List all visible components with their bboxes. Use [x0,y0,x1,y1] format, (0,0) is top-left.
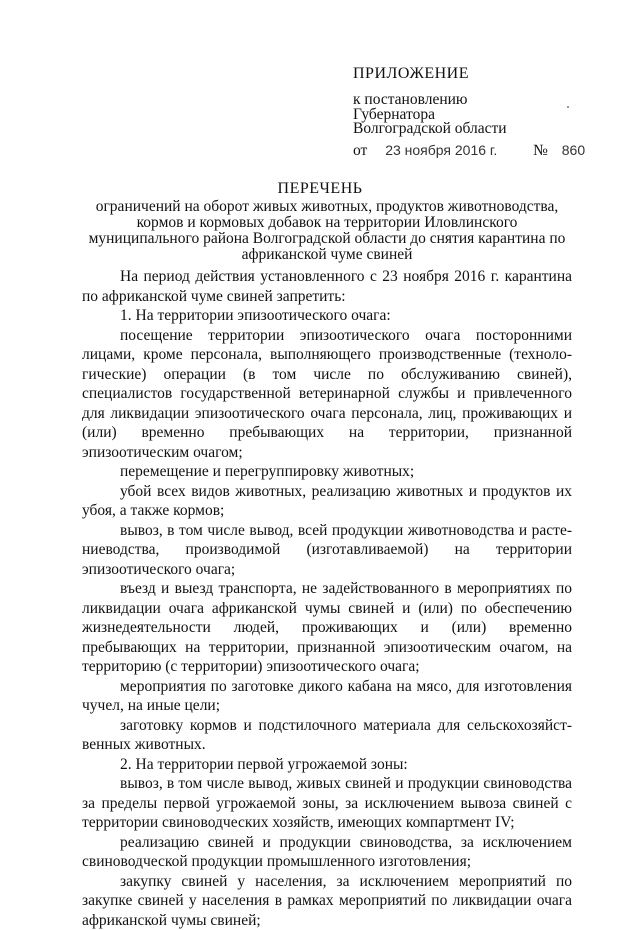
section-heading-2: 2. На территории первой угрожаемой зоны: [82,755,572,775]
appendix-title: ПРИЛОЖЕНИЕ [353,65,469,83]
paragraph: закупку свиней у населения, за исключением мероприятий по закупке свиней у населения в рамках мероприятий по ликвидации очага африканской чумы свиней; [82,872,572,930]
document-subtitle: ограничений на оборот живых животных, продуктов животноводства, кормов и кормовых добавок на территории Иловлинского муниципального района Волгоградской области до снятия карантина по африканской чуме свиней [82,199,572,263]
paragraph: реализацию свиней и продукции свиноводства, за исключением свиноводческой продукции промышленного изготовления; [82,833,572,872]
paragraph: въезд и выезд транспорта, не задействованного в мероприятиях по ликвидации очага африканской чумы свиней и (или) по обеспечению жизнедеятельности людей, проживающих и (или) временно пребывающих на территории, признанной эпизоотическим очагом, на территорию (с территории) эпизоотического очага; [82,579,572,677]
appendix-line-1: к постановлению [353,91,468,109]
appendix-line-2: Губернатора [353,106,435,124]
scan-speck [567,106,569,108]
date-prefix: от [353,142,367,159]
paragraph: На период действия установленного с 23 ноября 2016 г. карантина по африканской чуме свиней запретить: [82,267,572,306]
number-prefix: № [533,142,548,159]
paragraph: посещение территории эпизоотического очага посторонними лицами, кроме персонала, выполняющего производственные (техноло-гические) операции (в том числе по обслуживанию свиней), специалистов государственной ветеринарной службы и привлеченного для ликвидации эпизоотического очага персонала, лиц, проживающих и (или) временно пребывающих на территории, признанной эпизоотическим очагом; [82,326,572,463]
paragraph: мероприятия по заготовке дикого кабана на мясо, для изготовления чучел, на иные цели; [82,677,572,716]
paragraph: вывоз, в том числе вывод, всей продукции животноводства и расте-ниеводства, производимой (изготавливаемой) на территории эпизоотического очага; [82,521,572,580]
date-row [353,141,585,160]
paragraph: заготовку кормов и подстилочного материала для сельскохозяйст-венных животных. [82,716,572,755]
appendix-line-3: Волгоградской области [353,120,507,138]
number-value: 860 [562,142,585,158]
date-value: 23 ноября 2016 г. [385,142,497,158]
paragraph: убой всех видов животных, реализацию животных и продуктов их убоя, а также кормов; [82,482,572,521]
section-heading-1: 1. На территории эпизоотического очага: [82,306,572,326]
paragraph: перемещение и перегруппировку животных; [82,462,572,482]
document-heading: ПЕРЕЧЕНЬ [0,180,640,198]
paragraph: вывоз, в том числе вывод, живых свиней и продукции свиноводства за пределы первой угрожаемой зоны, за исключением вывоза свиней с территории свиноводческих хозяйств, имеющих компартмент IV; [82,774,572,833]
document-body [82,267,572,930]
